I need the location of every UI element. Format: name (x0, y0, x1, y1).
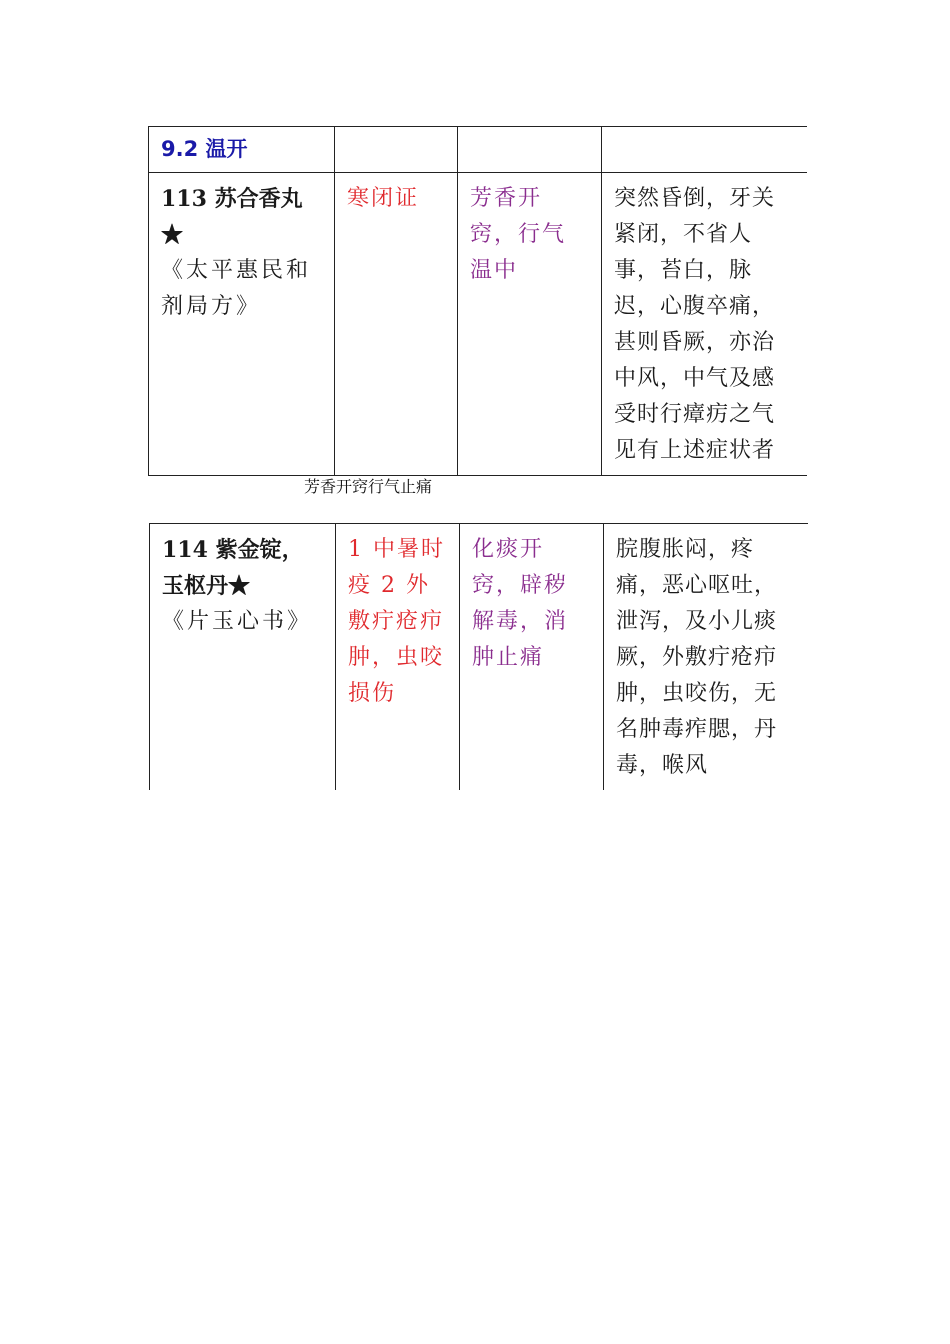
effect-cell (460, 524, 604, 791)
formula-table-zijinding (149, 523, 808, 790)
indication-cell (336, 524, 460, 791)
symptoms-cell (604, 524, 808, 791)
formula-row-114 (150, 524, 808, 791)
formula-source: 《太平惠民和剂局方》 (161, 258, 312, 319)
formula-name: 113 苏合香丸★ (161, 186, 303, 248)
symptoms-text: 突然昏倒，牙关紧闭，不省人事，苔白，脉迟，心腹卒痛，甚则昏厥，亦治中风，中气及感受时行瘴疠之气见有上述症状者 (614, 186, 776, 463)
section-title: 9.2 温开 (161, 137, 248, 161)
formula-row-113 (149, 173, 807, 476)
formula-name-cell (149, 173, 335, 476)
empty-cell (335, 127, 458, 173)
formula-name-cell (150, 524, 336, 791)
symptoms-cell (602, 173, 807, 476)
section-header-row (149, 127, 807, 173)
indication-text: 1 中暑时疫 2 外敷疔疮疖肿，虫咬损伤 (348, 537, 445, 706)
formula-source: 《片玉心书》 (162, 609, 313, 634)
effect-cell (458, 173, 602, 476)
formula-table-warm-opening (148, 126, 807, 476)
empty-cell (458, 127, 602, 173)
section-title-cell (149, 127, 335, 173)
effect-text: 芳香开窍，行气温中 (470, 186, 567, 283)
indication-cell (335, 173, 458, 476)
caption-text: 芳香开窍行气止痛 (304, 477, 433, 496)
indication-text: 寒闭证 (347, 186, 420, 211)
symptoms-text: 脘腹胀闷，疼痛，恶心呕吐，泄泻，及小儿痰厥，外敷疔疮疖肿，虫咬伤，无名肿毒痄腮，丹毒，喉风 (616, 537, 778, 778)
effect-text: 化痰开窍，辟秽解毒，消肿止痛 (472, 537, 569, 670)
formula-name: 114 紫金锭，玉枢丹★ (162, 537, 304, 599)
empty-cell (602, 127, 807, 173)
